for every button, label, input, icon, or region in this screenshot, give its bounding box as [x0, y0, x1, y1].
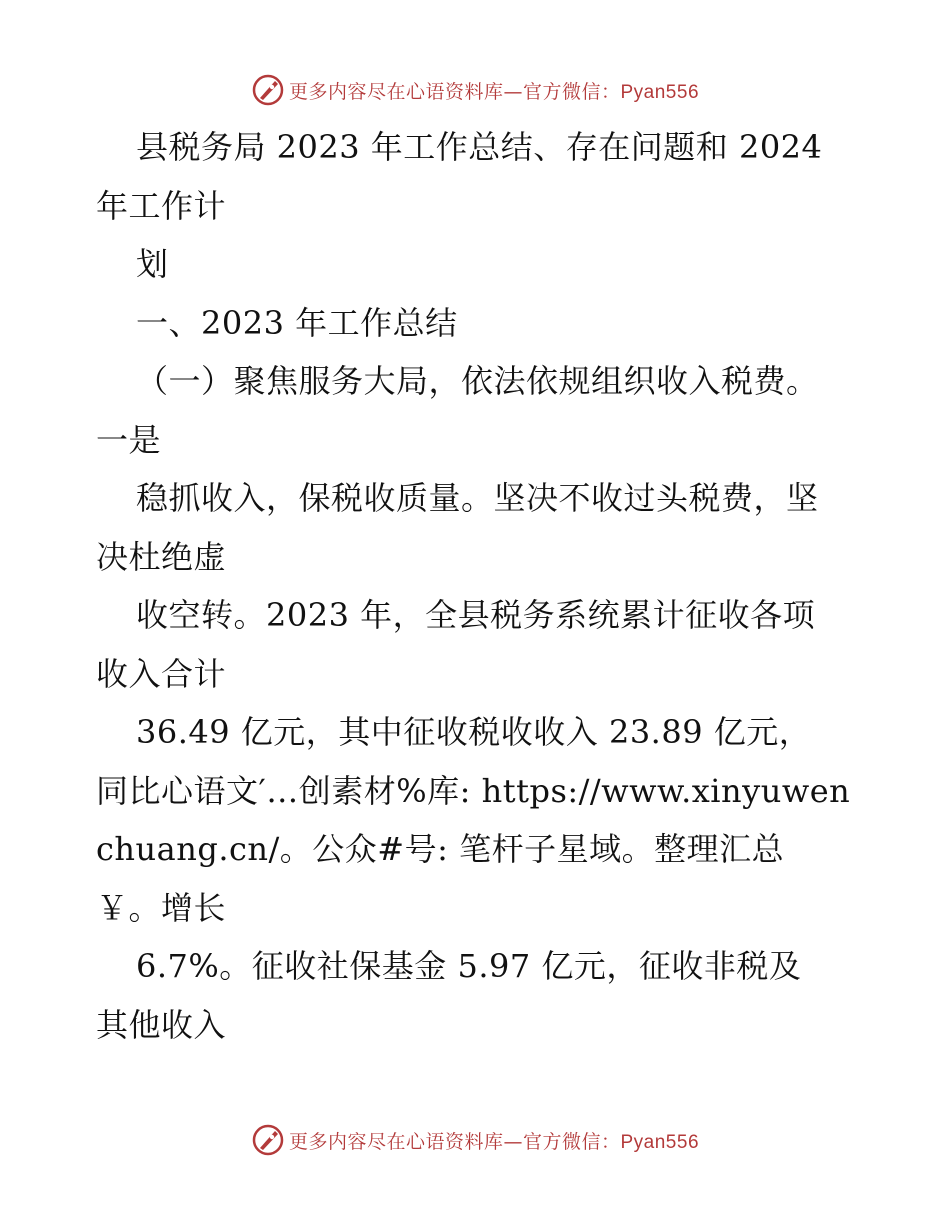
doc-line-subheading: （一）聚焦服务大局，依法依规组织收入税费。 [136, 362, 819, 400]
wechat-label: 官方微信： [522, 80, 621, 103]
doc-line: ￥。增长 [96, 888, 227, 927]
banner-text: 更多内容尽在心语资料库 [288, 1130, 504, 1153]
doc-line: 一是 [96, 420, 162, 459]
quill-logo-icon [251, 73, 285, 107]
doc-line: 稳抓收入，保税收质量。坚决不收过头税费，坚 [136, 479, 819, 517]
doc-line: 6.7%。征收社保基金 5.97 亿元，征收非税及 [136, 947, 802, 985]
header-watermark-banner [0, 70, 950, 110]
doc-line: 决杜绝虚 [96, 537, 227, 576]
doc-line: 收空转。2023 年，全县税务系统累计征收各项 [136, 596, 816, 634]
wechat-label: 官方微信： [522, 1130, 621, 1153]
wechat-id: Pyan556 [620, 1131, 700, 1153]
doc-line: 36.49 亿元，其中征收税收收入 23.89 亿元， [136, 713, 812, 751]
footer-watermark-banner [0, 1120, 950, 1160]
wechat-id: Pyan556 [620, 81, 700, 103]
banner-separator: — [503, 80, 523, 103]
doc-line: 同比心语文′…创素材%库: https://www.xinyuwen [96, 771, 851, 810]
doc-line-section-heading: 一、2023 年工作总结 [136, 303, 458, 342]
banner-text: 更多内容尽在心语资料库 [288, 80, 504, 103]
quill-logo-icon [251, 1123, 285, 1157]
doc-line: chuang.cn/。公众#号: 笔杆子星域。整理汇总 [96, 830, 785, 868]
document-body [96, 118, 876, 1054]
banner-separator: — [503, 1130, 523, 1153]
doc-line: 其他收入 [96, 1005, 227, 1044]
doc-line-title-1: 县税务局 2023 年工作总结、存在问题和 2024 [136, 128, 823, 166]
doc-line-title-2: 年工作计 [96, 186, 227, 225]
doc-line-title-3: 划 [136, 245, 169, 283]
doc-line: 收入合计 [96, 654, 227, 693]
